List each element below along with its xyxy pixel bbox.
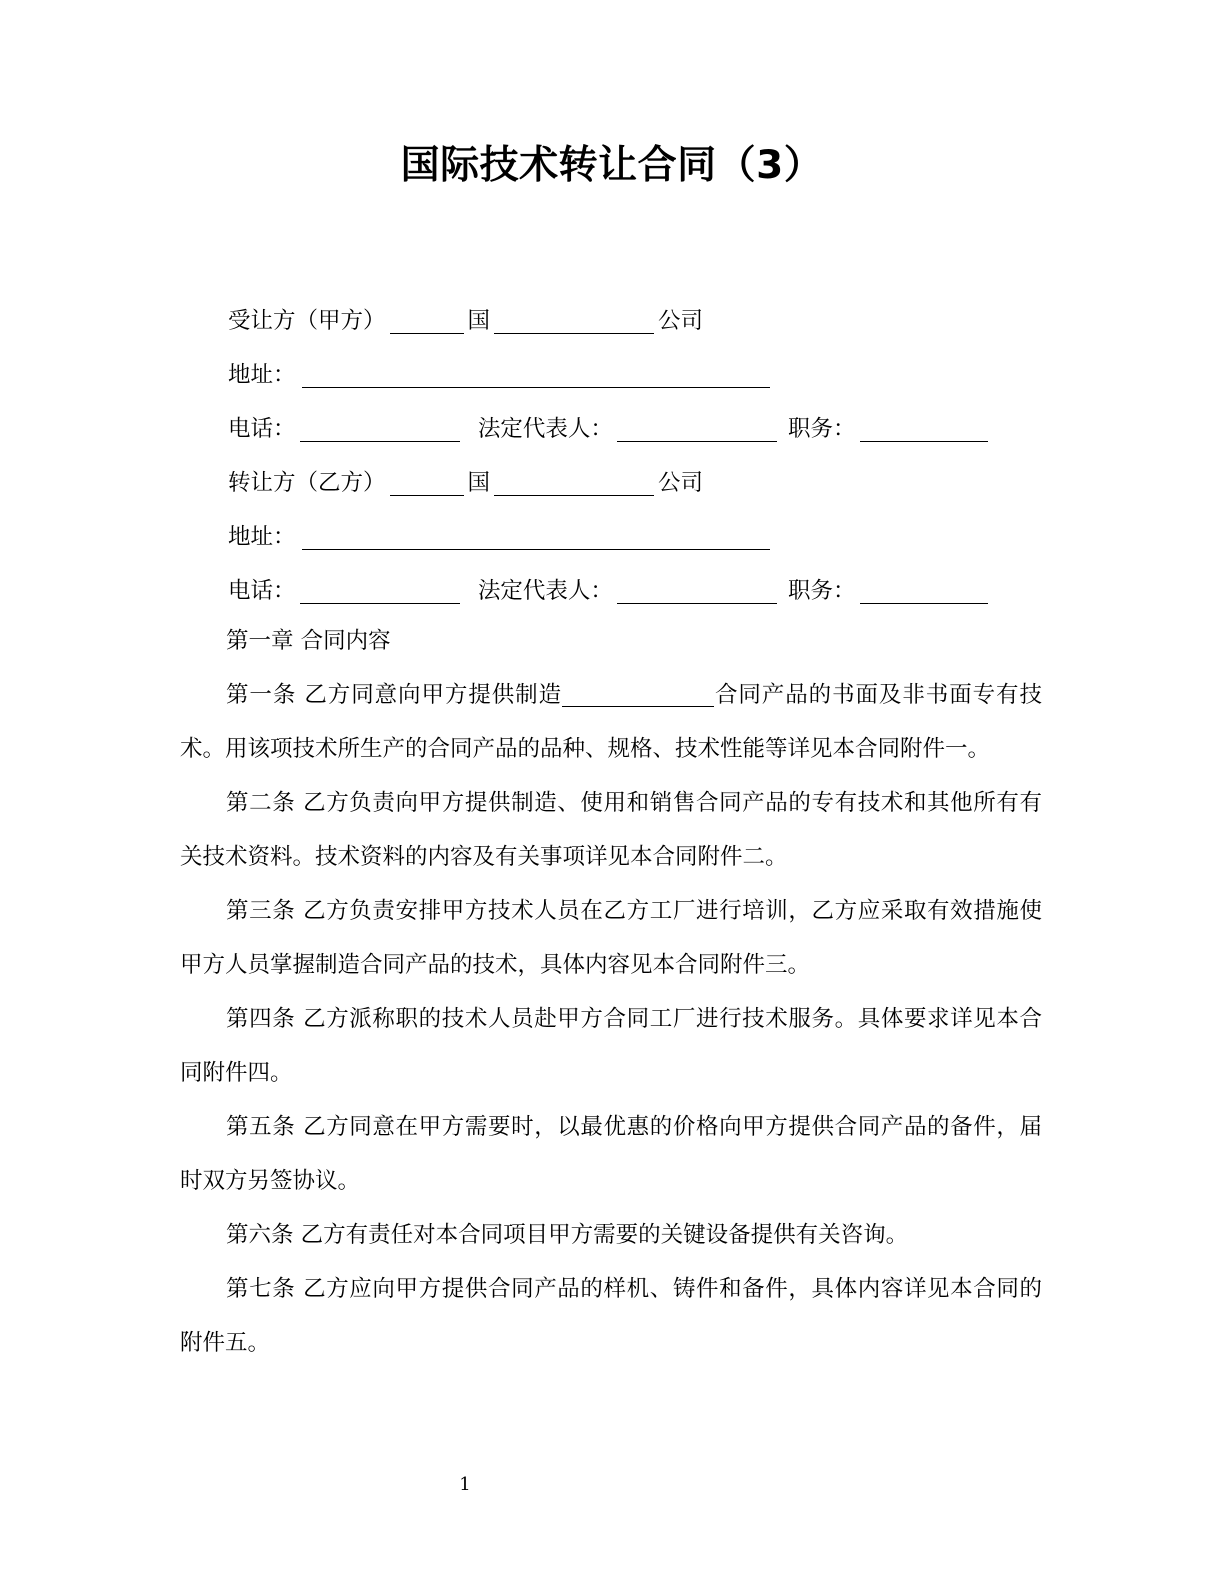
transferee-address-label: 地址：	[228, 362, 296, 388]
transferee-legal-rep-blank[interactable]	[617, 415, 777, 442]
transferee-name-label: 受让方（甲方）	[228, 308, 386, 334]
transferor-address-line	[180, 510, 1044, 564]
transferor-legal-rep-blank[interactable]	[617, 577, 777, 604]
article-5-paragraph: 第五条 乙方同意在甲方需要时，以最优惠的价格向甲方提供合同产品的备件，届时双方另签协议。	[180, 1114, 1042, 1194]
page-number: 1	[459, 1474, 471, 1495]
transferee-address-blank[interactable]	[302, 361, 770, 388]
transferee-address-line	[180, 348, 1044, 402]
transferee-company-label: 公司	[658, 308, 704, 334]
article-6-paragraph: 第六条 乙方有责任对本合同项目甲方需要的关键设备提供有关咨询。	[226, 1222, 909, 1248]
chapter-heading: 第一章 合同内容	[226, 628, 391, 654]
transferor-name-label: 转让方（乙方）	[228, 470, 386, 496]
transferee-company-blank[interactable]	[494, 307, 654, 334]
article-4-paragraph: 第四条 乙方派称职的技术人员赴甲方合同工厂进行技术服务。具体要求详见本合同附件四。	[180, 1006, 1042, 1086]
transferor-position-blank[interactable]	[860, 577, 988, 604]
transferee-phone-label: 电话：	[228, 416, 296, 442]
transferor-address-label: 地址：	[228, 524, 296, 550]
article-2-paragraph: 第二条 乙方负责向甲方提供制造、使用和销售合同产品的专有技术和其他所有有关技术资料。技术资料的内容及有关事项详见本合同附件二。	[180, 790, 1042, 870]
article-1-text-before-blank: 第一条 乙方同意向甲方提供制造	[226, 682, 563, 708]
transferee-position-blank[interactable]	[860, 415, 988, 442]
transferor-contact-line	[180, 564, 1044, 618]
transferor-name-line	[180, 456, 1044, 510]
transferee-country-label: 国	[467, 308, 491, 334]
transferor-company-blank[interactable]	[494, 469, 654, 496]
transferee-legal-rep-label: 法定代表人：	[477, 416, 613, 442]
transferor-company-label: 公司	[658, 470, 704, 496]
transferee-phone-blank[interactable]	[300, 415, 460, 442]
transferee-contact-line	[180, 402, 1044, 456]
article-1-paragraph	[180, 668, 1042, 776]
transferee-country-blank[interactable]	[390, 307, 464, 334]
article-1-text-after-blank: 合同产品的书面及非书面专有技术。用该项技术所生产的合同产品的品种、规格、技术性能等详见本合同附件一。	[180, 682, 1042, 762]
page-title: 国际技术转让合同（3）	[400, 143, 824, 188]
article-3-paragraph: 第三条 乙方负责安排甲方技术人员在乙方工厂进行培训，乙方应采取有效措施使甲方人员掌握制造合同产品的技术，具体内容见本合同附件三。	[180, 898, 1042, 978]
transferee-name-line	[180, 294, 1044, 348]
transferor-phone-label: 电话：	[228, 578, 296, 604]
transferor-country-label: 国	[467, 470, 491, 496]
transferor-legal-rep-label: 法定代表人：	[477, 578, 613, 604]
article-7-paragraph: 第七条 乙方应向甲方提供合同产品的样机、铸件和备件，具体内容详见本合同的附件五。	[180, 1276, 1042, 1356]
transferor-address-blank[interactable]	[302, 523, 770, 550]
article-1-product-blank[interactable]	[562, 682, 714, 707]
party-information-block	[180, 294, 1044, 618]
contract-body	[180, 614, 1042, 1370]
transferee-position-label: 职务：	[788, 416, 856, 442]
transferor-country-blank[interactable]	[390, 469, 464, 496]
transferor-position-label: 职务：	[788, 578, 856, 604]
transferor-phone-blank[interactable]	[300, 577, 460, 604]
